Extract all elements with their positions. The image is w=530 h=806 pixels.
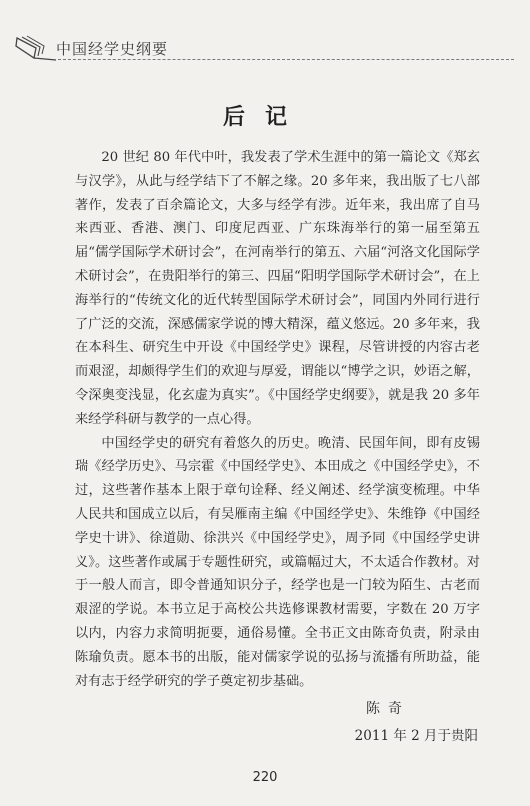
running-header-title: 中国经学史纲要 <box>56 40 169 58</box>
paragraph-2: 中国经学史的研究有着悠久的历史。晚清、民国年间，即有皮锡瑞《经学历史》、马宗霍《中国经学史》、本田成之《中国经学史》，不过，这些著作基本上限于章句诠释、经义阐述、经学演变梳理。中华人民共和国成立以后，有吴雁南主编《中国经学史》、朱维铮《中国经学史十讲》、徐道勋、徐洪兴《中国经学史》，周予同《中国经学史讲义》。这些著作或属于专题性研究，或篇幅过大，不太适合作教材。对于一般人而言，即令普通知识分子，经学也是一门较为陌生、古老而艰涩的学说。本书立足于高校公共选修课教材需要，字数在 20 万字以内，内容力求简明扼要，通俗易懂。全书正文由陈奇负责，附录由陈瑜负责。愿本书的出版，能对儒家学说的弘扬与流播有所助益，能对有志于经学研究的学子奠定初步基础。 <box>75 435 480 689</box>
signature-author: 陈奇 <box>366 701 410 717</box>
signature-date: 2011 年 2 月于贵阳 <box>354 728 478 744</box>
header-divider <box>58 59 514 60</box>
page-title: 后记 <box>222 105 307 130</box>
paragraph-1: 20 世纪 80 年代中叶，我发表了学术生涯中的第一篇论文《郑玄与汉学》，从此与经学结下了不解之缘。20 多年来，我出版了七八部著作，发表了百余篇论文，大多与经学有涉。近年来，我出席了自马来西亚、香港、澳门、印度尼西亚、广东珠海举行的第一届至第五届“儒学国际学术研讨会”，在河南举行的第五、六届“河洛文化国际学术研讨会”，在贵阳举行的第三、四届“阳明学国际学术研讨会”，在上海举行的“传统文化的近代转型国际学术研讨会”，同国内外同行进行了广泛的交流，深感儒家学说的博大精深，蕴义悠远。20 多年来，我在本科生、研究生中开设《中国经学史》课程，尽管讲授的内容古老而艰涩，却颇得学生们的欢迎与厚爱，谓能以“博学之识，妙语之解，令深奥变浅显，化玄虚为真实”。《中国经学史纲要》，就是我 20 多年来经学科研与教学的一点心得。 <box>75 150 480 427</box>
running-header <box>14 34 514 62</box>
book-logo-icon <box>14 34 58 62</box>
body-text <box>75 146 480 693</box>
page-number: 220 <box>252 770 278 785</box>
